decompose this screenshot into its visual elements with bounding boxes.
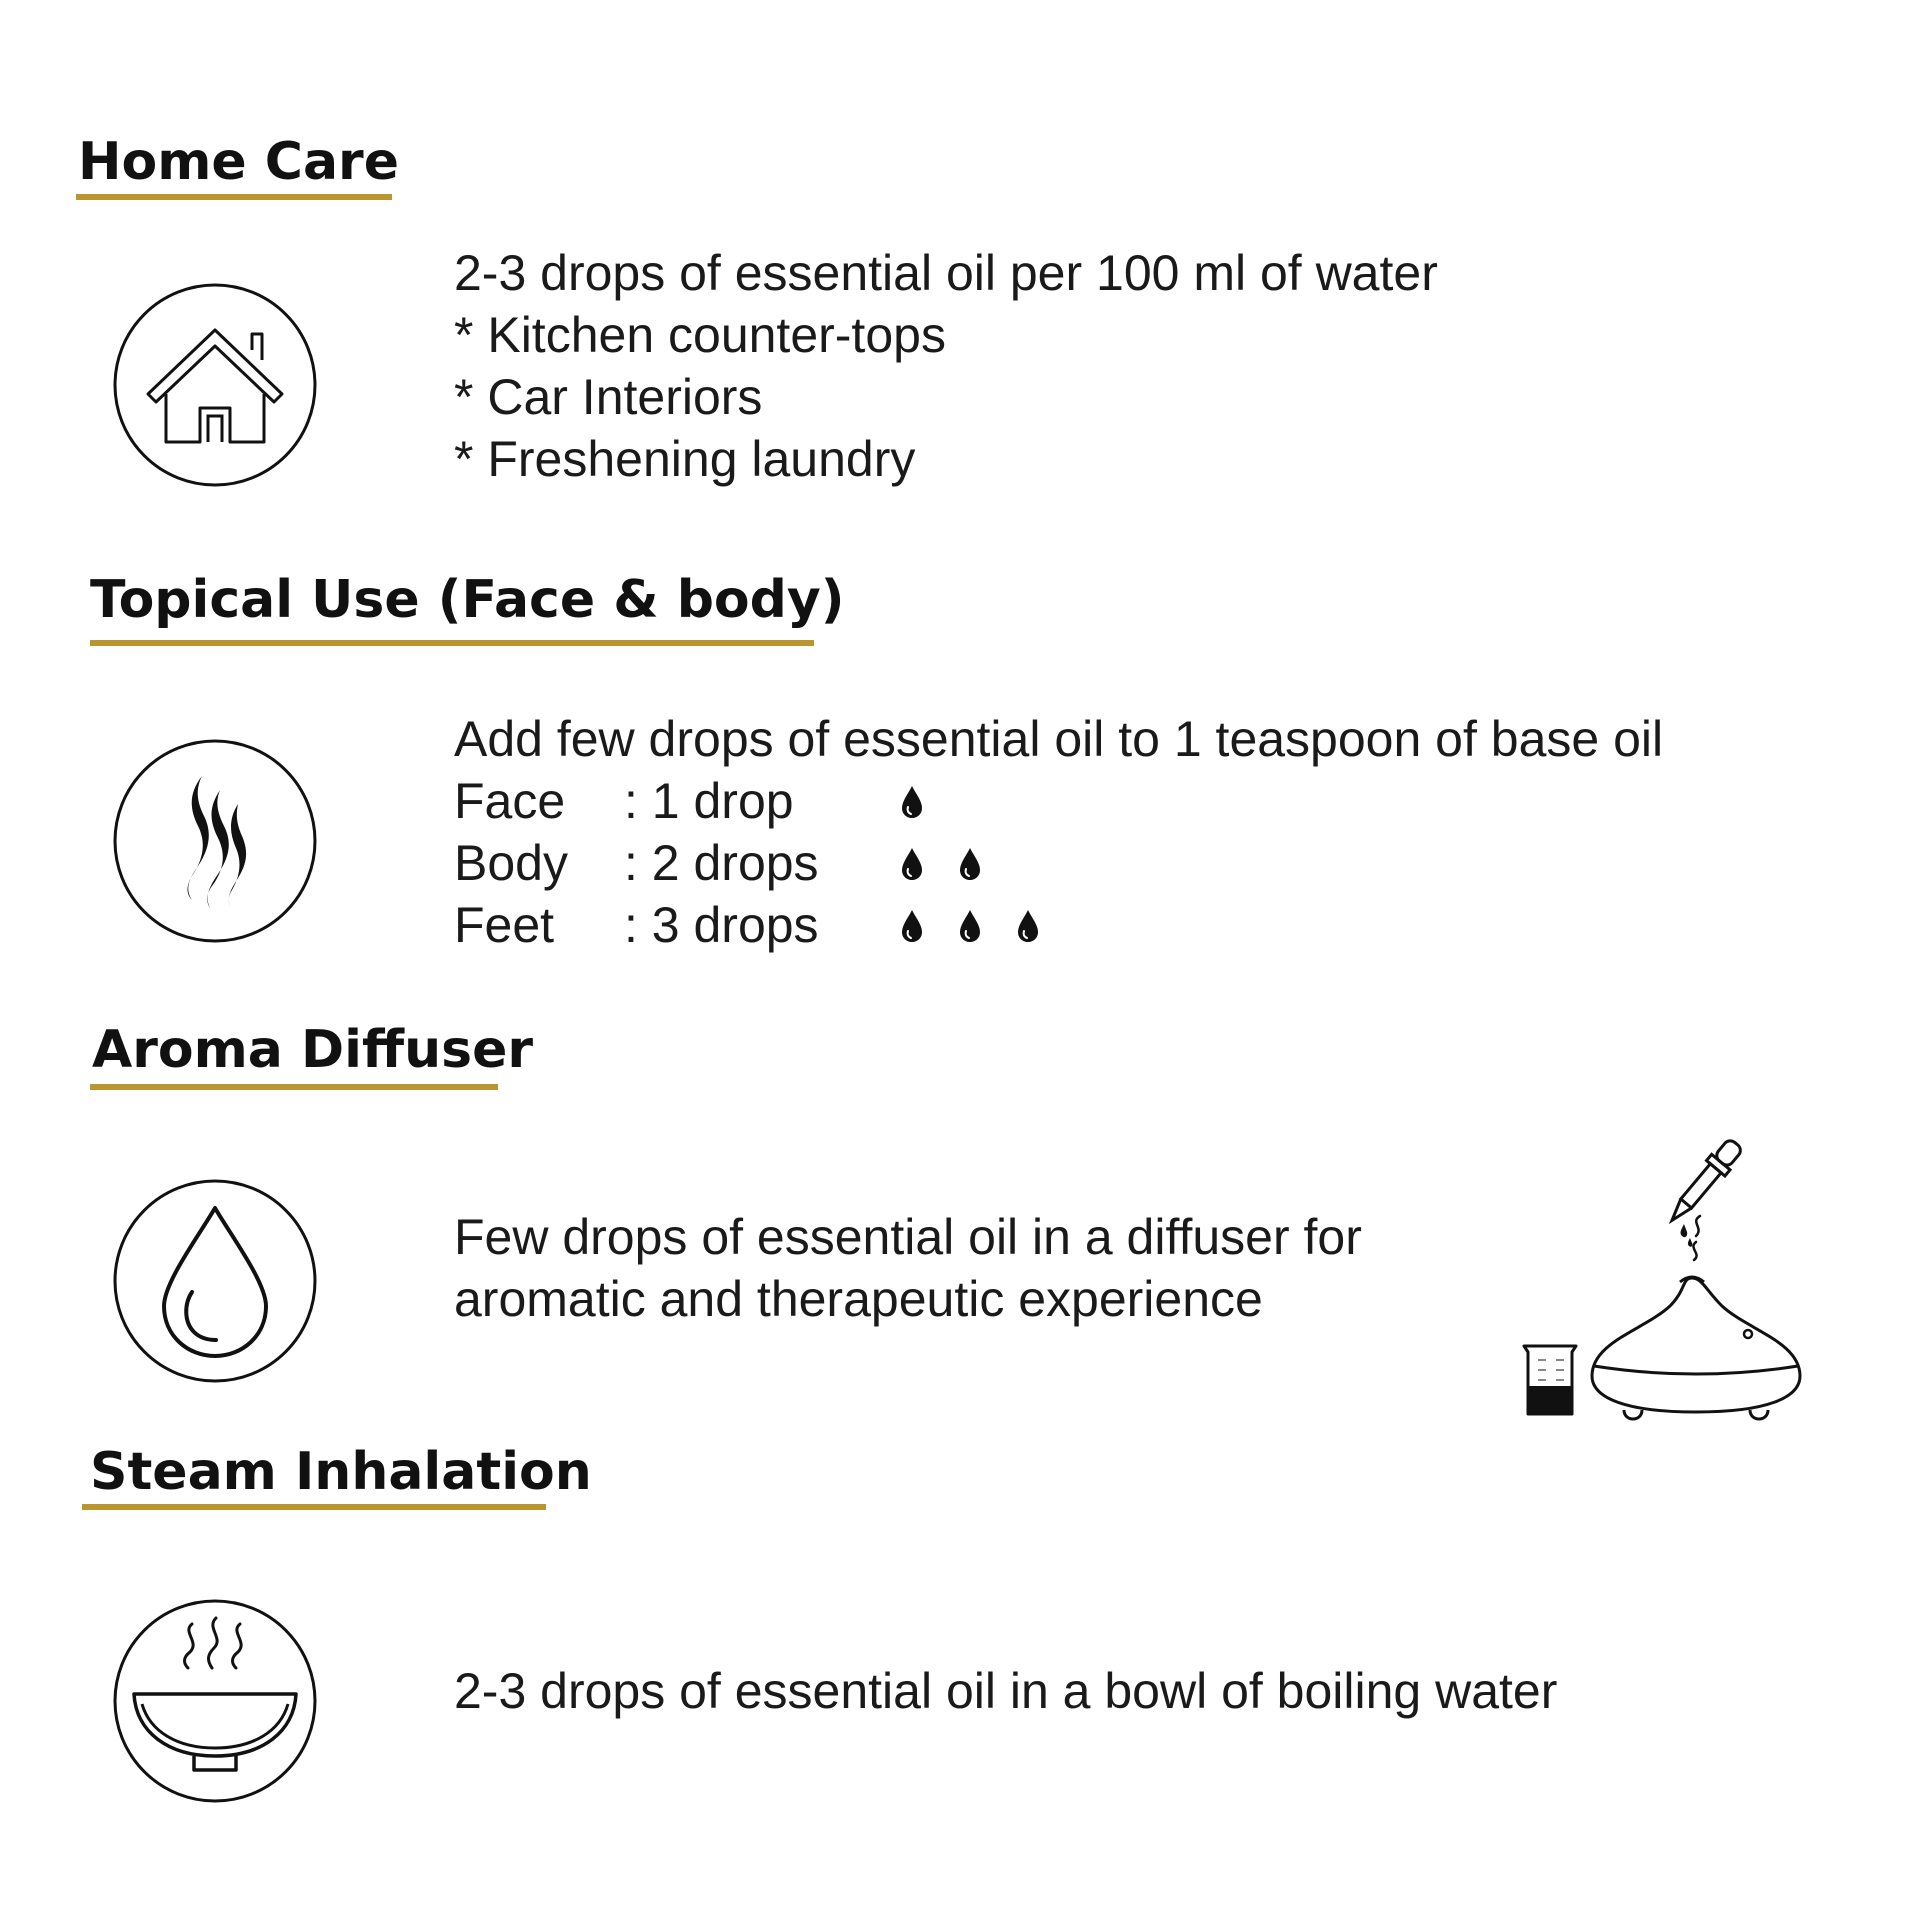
diffuser-with-dropper-and-beaker-icon xyxy=(1516,1130,1816,1430)
steam-inhalation-text xyxy=(454,1660,1557,1722)
dosage-label: Face xyxy=(454,773,566,829)
text-line: 2-3 drops of essential oil in a bowl of boiling water xyxy=(454,1663,1558,1719)
drop-icon xyxy=(958,909,982,943)
heading-underline xyxy=(76,194,392,200)
section-heading: Aroma Diffuser xyxy=(92,1020,533,1080)
text-line: * Freshening laundry xyxy=(454,431,916,487)
text-line: 2-3 drops of essential oil per 100 ml of water xyxy=(454,245,1438,301)
steaming-bowl-icon xyxy=(112,1598,318,1804)
topical-use-text xyxy=(454,708,1874,956)
heading-underline xyxy=(82,1504,546,1510)
heading-underline xyxy=(90,1084,498,1090)
drop-icon xyxy=(958,847,982,881)
dosage-value: : 3 drops xyxy=(624,897,819,953)
water-drop-icon xyxy=(112,1178,318,1384)
dosage-label: Body xyxy=(454,835,568,891)
dosage-row-feet xyxy=(454,894,1874,956)
text-line: * Car Interiors xyxy=(454,369,763,425)
dosage-label: Feet xyxy=(454,897,555,953)
flame-waves-icon xyxy=(112,738,318,944)
aroma-diffuser-text xyxy=(454,1206,1362,1330)
text-line: Few drops of essential oil in a diffuser for xyxy=(454,1209,1362,1265)
dosage-row-body xyxy=(454,832,1874,894)
house-icon xyxy=(112,282,318,488)
section-heading: Home Care xyxy=(78,132,399,192)
heading-underline xyxy=(90,640,814,646)
drop-count xyxy=(900,847,982,881)
dosage-value: : 2 drops xyxy=(624,835,819,891)
drop-icon xyxy=(900,847,924,881)
text-line: Add few drops of essential oil to 1 teaspoon of base oil xyxy=(454,711,1664,767)
section-heading: Topical Use (Face & body) xyxy=(90,570,845,630)
home-care-text xyxy=(454,242,1438,490)
text-line: * Kitchen counter-tops xyxy=(454,307,946,363)
section-heading: Steam Inhalation xyxy=(90,1442,592,1502)
dosage-row-face xyxy=(454,770,1874,832)
text-line: aromatic and therapeutic experience xyxy=(454,1271,1263,1327)
drop-count xyxy=(900,909,1040,943)
drop-icon xyxy=(900,909,924,943)
drop-icon xyxy=(900,785,924,819)
drop-icon xyxy=(1016,909,1040,943)
dosage-value: : 1 drop xyxy=(624,773,794,829)
drop-count xyxy=(900,785,924,819)
